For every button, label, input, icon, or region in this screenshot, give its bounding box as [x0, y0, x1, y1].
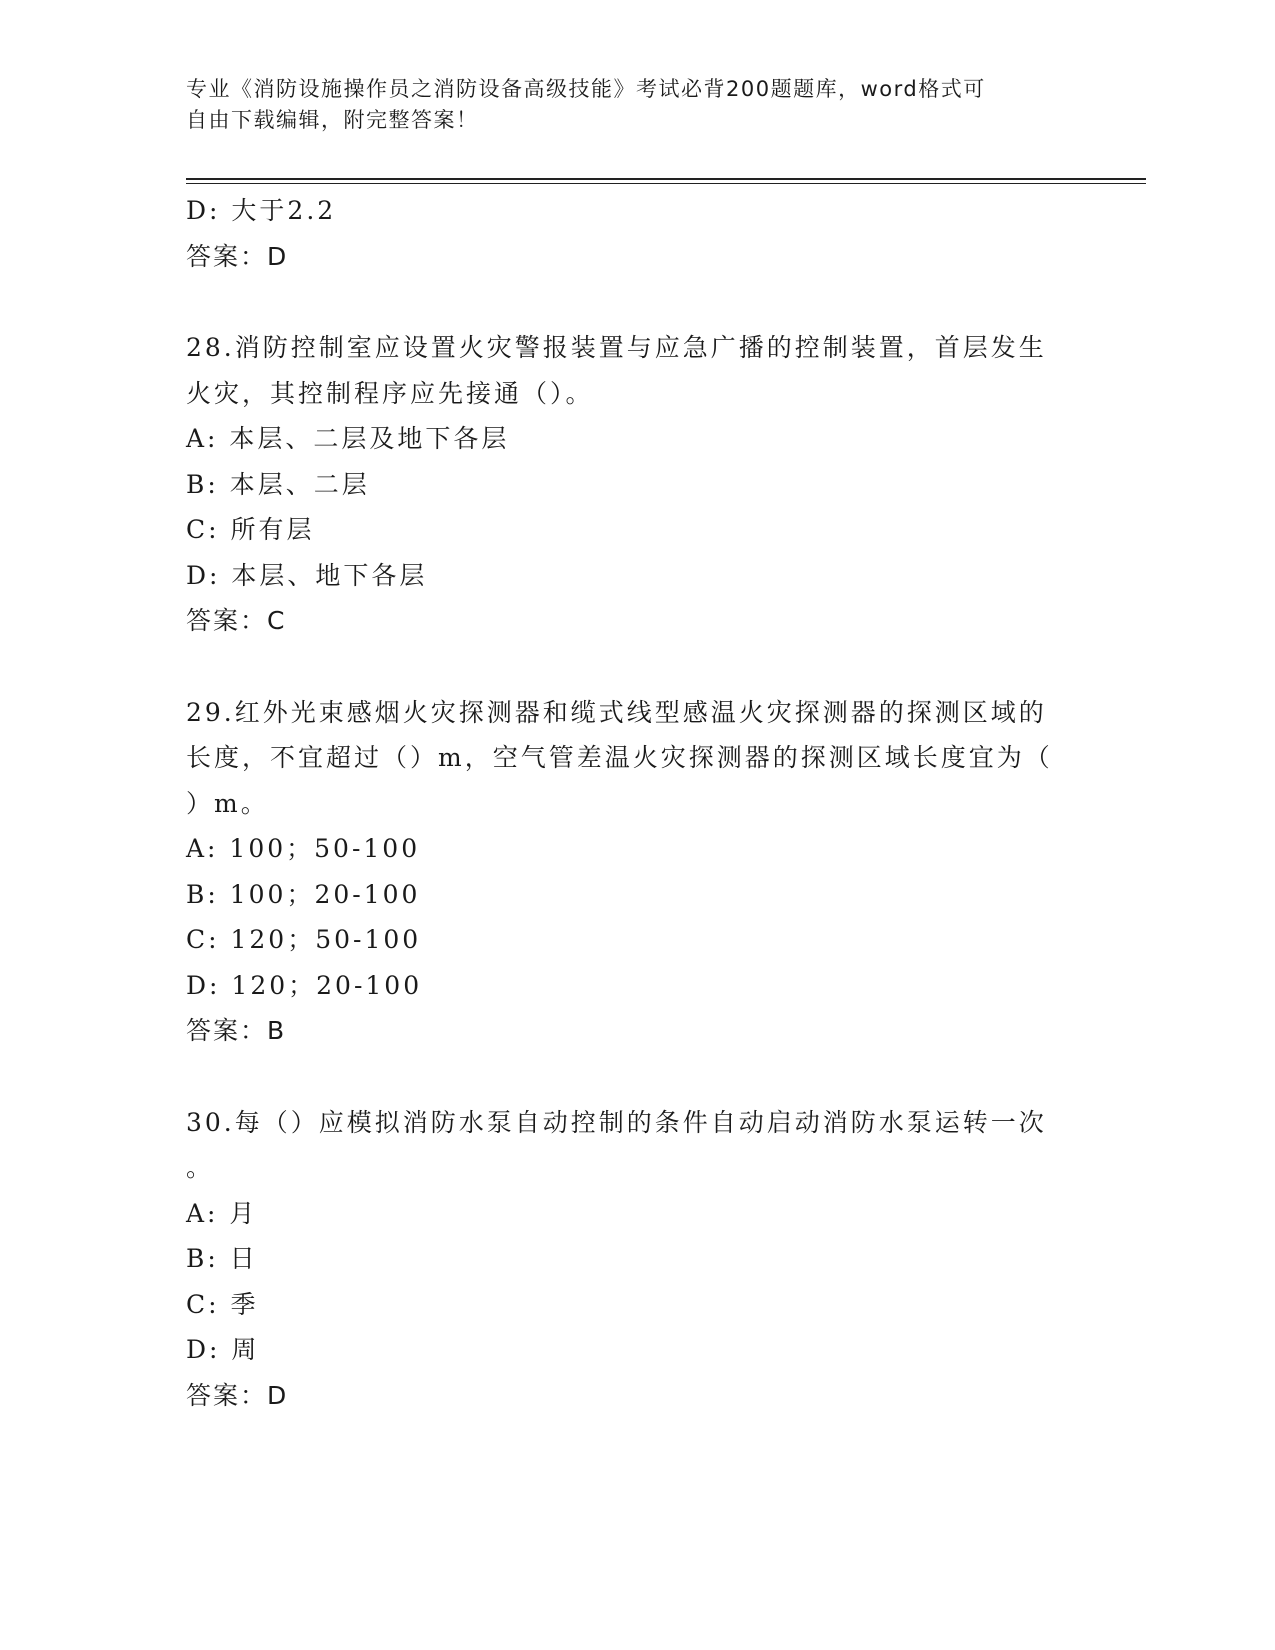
option-a: A: 100；50-100 [186, 834, 421, 863]
question-29 [186, 690, 1086, 1054]
question-text-line: ）m。 [186, 788, 269, 818]
option-a: A: 本层、二层及地下各层 [186, 424, 510, 453]
option-c: C: 所有层 [186, 515, 315, 544]
question-text-line: 29.红外光束感烟火灾探测器和缆式线型感温火灾探测器的探测区域的 [186, 697, 1047, 727]
option-b: B: 本层、二层 [186, 469, 370, 499]
answer: 答案：D [186, 1380, 289, 1410]
header-divider-thin [186, 183, 1146, 184]
option-b: B: 100；20-100 [186, 879, 421, 909]
header-line-1: 专业《消防设施操作员之消防设备高级技能》考试必背200题题库，word格式可 [186, 77, 986, 101]
header-divider-thick [186, 178, 1146, 180]
question-text-line: 火灾，其控制程序应先接通（）。 [186, 378, 594, 408]
question-text-line: 30.每（）应模拟消防水泵自动控制的条件自动启动消防水泵运转一次 [186, 1107, 1047, 1137]
question-30 [186, 1100, 1086, 1419]
question-text-line: 长度，不宜超过（）m，空气管差温火灾探测器的探测区域长度宜为（ [186, 743, 1053, 772]
prev-question-answer: 答案：D [186, 241, 289, 271]
option-d: D: 120；20-100 [186, 970, 423, 1000]
answer: 答案：C [186, 606, 287, 635]
prev-question-option-d: D: 大于2.2 [186, 196, 337, 225]
document-header [186, 74, 1106, 136]
option-a: A: 月 [186, 1198, 258, 1228]
option-b: B: 日 [186, 1244, 258, 1273]
question-list [186, 188, 1086, 1418]
option-c: C: 120；50-100 [186, 925, 422, 954]
question-text-line: 28.消防控制室应设置火灾警报装置与应急广播的控制装置，首层发生 [186, 333, 1047, 362]
option-d: D: 本层、地下各层 [186, 560, 428, 590]
header-line-2: 自由下载编辑，附完整答案！ [186, 108, 479, 132]
option-d: D: 周 [186, 1335, 260, 1364]
answer: 答案：B [186, 1016, 287, 1045]
option-c: C: 季 [186, 1289, 259, 1319]
question-28 [186, 325, 1086, 644]
question-text-line: 。 [186, 1153, 215, 1182]
